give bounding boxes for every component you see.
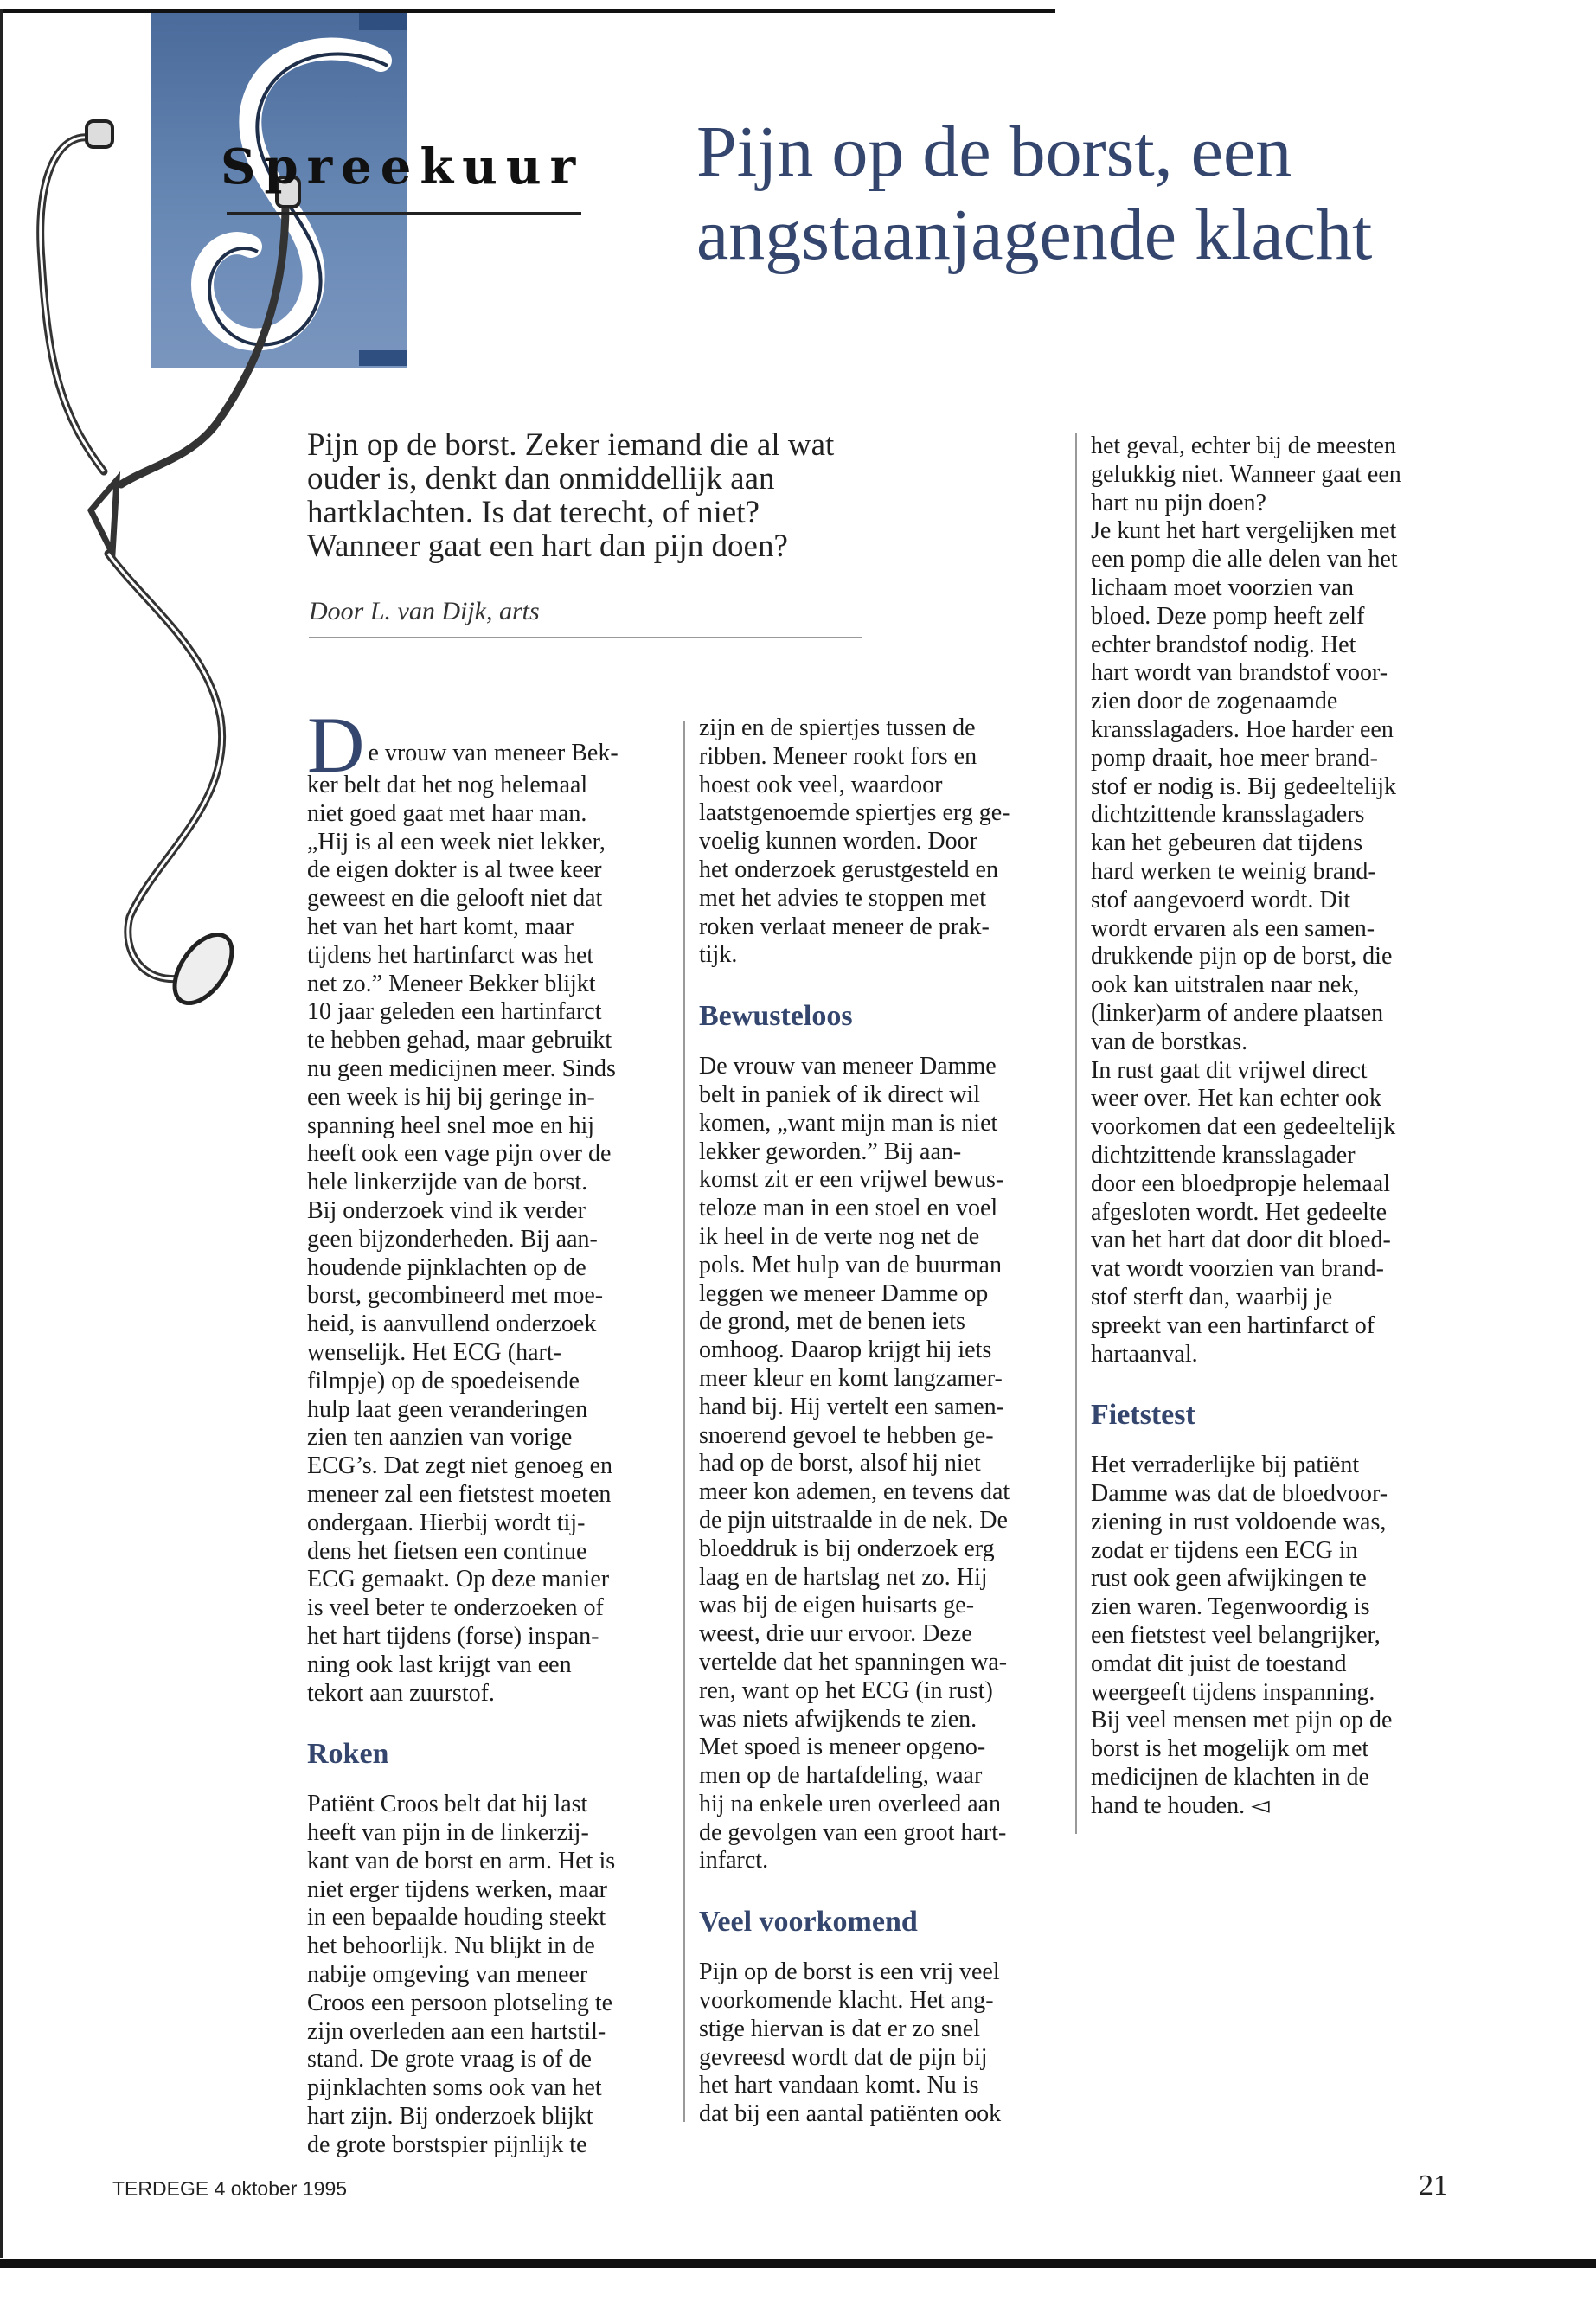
text-line: stof sterft dan, waarbij je bbox=[1091, 1283, 1333, 1311]
text-line: gelukkig niet. Wanneer gaat een bbox=[1091, 460, 1401, 488]
text-line: de gevolgen van een groot hart- bbox=[699, 1818, 1007, 1846]
section-label: Spreekuur bbox=[221, 138, 585, 195]
text-line: ren, want op het ECG (in rust) bbox=[699, 1676, 993, 1704]
text-line: voelig kunnen worden. Door bbox=[699, 828, 977, 856]
text-line: teloze man in een stoel en voel bbox=[699, 1195, 998, 1222]
paragraph bbox=[1091, 433, 1401, 1368]
text-line: lichaam moet voorzien van bbox=[1091, 574, 1354, 601]
text-line: hart wordt van brandstof voor- bbox=[1091, 659, 1388, 687]
text-line: dichtzittende kransslagaders bbox=[1091, 801, 1365, 829]
drop-cap: D bbox=[307, 701, 365, 789]
earpiece-icon bbox=[87, 121, 112, 147]
text-line: wordt ervaren als een samen- bbox=[1091, 914, 1375, 942]
article-intro bbox=[307, 428, 834, 563]
text-line: vat wordt voorzien van brand- bbox=[1091, 1255, 1384, 1283]
text-line: borst is het mogelijk om met bbox=[1091, 1735, 1369, 1763]
text-line: afgesloten wordt. Het gedeelte bbox=[1091, 1198, 1388, 1226]
text-line: ECG gemaakt. Op deze manier bbox=[307, 1566, 610, 1593]
text-line: is veel beter te onderzoeken of bbox=[307, 1594, 604, 1622]
text-line: spreekt van een hartinfarct of bbox=[1091, 1311, 1375, 1339]
text-line: rust ook geen afwijkingen te bbox=[1091, 1565, 1367, 1593]
intro-line: Pijn op de borst. Zeker iemand die al wat bbox=[307, 427, 835, 463]
column-divider bbox=[1075, 433, 1077, 1834]
text-line: hart nu pijn doen? bbox=[1091, 489, 1266, 516]
text-line: omhoog. Daarop krijgt hij iets bbox=[699, 1336, 992, 1364]
text-line: e vrouw van meneer Bek- bbox=[368, 740, 619, 766]
text-line: zien door de zogenaamde bbox=[1091, 688, 1338, 715]
text-line: door een bloedpropje helemaal bbox=[1091, 1170, 1390, 1197]
text-line: snoerend gevoel te hebben ge- bbox=[699, 1421, 994, 1449]
text-line: met het advies te stoppen met bbox=[699, 884, 987, 912]
text-line: komst zit er een vrijwel bewus- bbox=[699, 1166, 1004, 1194]
text-line: bloeddruk is bij onderzoek erg bbox=[699, 1535, 995, 1562]
text-line: geen bijzonderheden. Bij aan- bbox=[307, 1225, 598, 1253]
text-line: te hebben gehad, maar gebruikt bbox=[307, 1027, 612, 1054]
text-line: de eigen dokter is al twee keer bbox=[307, 856, 602, 884]
text-line: roken verlaat meneer de prak- bbox=[699, 913, 990, 940]
text-line: Je kunt het hart vergelijken met bbox=[1091, 517, 1397, 545]
paragraph bbox=[1091, 1452, 1401, 1820]
text-line: hartaanval. bbox=[1091, 1340, 1198, 1368]
title-line: angstaanjagende klacht bbox=[696, 195, 1373, 275]
text-line: Patiënt Croos belt dat hij last bbox=[307, 1791, 588, 1818]
intro-line: hartklachten. Is dat terecht, of niet? bbox=[307, 495, 760, 530]
text-line: ning ook last krijgt van een bbox=[307, 1650, 572, 1678]
subheading: Fietstest bbox=[1091, 1399, 1195, 1432]
text-line: laag en de hartslag net zo. Hij bbox=[699, 1563, 988, 1591]
text-line: zien ten aanzien van vorige bbox=[307, 1424, 573, 1452]
text-line: hand te houden. ◅ bbox=[1091, 1791, 1270, 1819]
text-line: omdat dit juist de toestand bbox=[1091, 1650, 1347, 1677]
text-line: geweest en die gelooft niet dat bbox=[307, 885, 603, 913]
column-1 bbox=[307, 701, 619, 2160]
text-line: niet goed gaat met haar man. bbox=[307, 799, 587, 827]
text-line: een fietstest veel belangrijker, bbox=[1091, 1622, 1381, 1650]
text-line: ker belt dat het nog helemaal bbox=[307, 772, 588, 798]
text-line: ik heel in de verte nog net de bbox=[699, 1222, 980, 1250]
text-line: Het verraderlijke bij patiënt bbox=[1091, 1452, 1360, 1479]
text-line: pomp draait, hoe meer brand- bbox=[1091, 744, 1378, 772]
text-line: stof er nodig is. Bij gedeeltelijk bbox=[1091, 772, 1397, 800]
text-line: hulp laat geen veranderingen bbox=[307, 1395, 588, 1423]
title-line: Pijn op de borst, een bbox=[696, 112, 1292, 192]
bottom-rule bbox=[0, 2259, 1596, 2268]
text-line: dens het fietsen een continue bbox=[307, 1537, 587, 1565]
text-line: van de borstkas. bbox=[1091, 1028, 1248, 1055]
text-line: meneer zal een fietstest moeten bbox=[307, 1480, 612, 1508]
text-line: (linker)arm of andere plaatsen bbox=[1091, 999, 1384, 1027]
text-line: tekort aan zuurstof. bbox=[307, 1679, 495, 1707]
text-line: heid, is aanvullend onderzoek bbox=[307, 1311, 597, 1338]
text-line: echter brandstof nodig. Het bbox=[1091, 631, 1356, 658]
text-line: stof aangevoerd wordt. Dit bbox=[1091, 886, 1351, 913]
text-line: kan het gebeuren dat tijdens bbox=[1091, 830, 1363, 857]
text-line: ondergaan. Hierbij wordt tij- bbox=[307, 1509, 586, 1536]
text-line: filmpje) op de spoedeisende bbox=[307, 1367, 580, 1394]
text-line: nabije omgeving van meneer bbox=[307, 1961, 588, 1989]
byline: Door L. van Dijk, arts bbox=[309, 597, 540, 625]
text-line: spanning heel snel moe en hij bbox=[307, 1112, 595, 1139]
text-line: een week is hij bij geringe in- bbox=[307, 1083, 595, 1111]
text-line: de grote borstspier pijnlijk te bbox=[307, 2131, 587, 2158]
text-line: Bij veel mensen met pijn op de bbox=[1091, 1707, 1393, 1734]
text-line: gevreesd wordt dat de pijn bij bbox=[699, 2043, 988, 2071]
section-rule bbox=[227, 212, 581, 215]
text-line: tijdens het hartinfarct was het bbox=[307, 941, 594, 969]
text-line: drukkende pijn op de borst, die bbox=[1091, 943, 1393, 971]
text-line: leggen we meneer Damme op bbox=[699, 1279, 989, 1307]
text-line: hij na enkele uren overleed aan bbox=[699, 1790, 1002, 1817]
text-line: voorkomen dat een gedeeltelijk bbox=[1091, 1113, 1396, 1141]
subheading: Bewusteloos bbox=[699, 1000, 853, 1033]
text-line: weer over. Het kan echter ook bbox=[1091, 1085, 1381, 1112]
text-line: laatstgenoemde spiertjes erg ge- bbox=[699, 799, 1010, 827]
text-line: pijnklachten soms ook van het bbox=[307, 2074, 602, 2102]
text-line: weergeeft tijdens inspanning. bbox=[1091, 1678, 1375, 1706]
text-line: hoest ook veel, waardoor bbox=[699, 771, 943, 798]
text-line: „Hij is al een week niet lekker, bbox=[307, 828, 606, 856]
paragraph bbox=[699, 1053, 1010, 1875]
text-line: zien waren. Tegenwoordig is bbox=[1091, 1593, 1370, 1621]
text-line: In rust gaat dit vrijwel direct bbox=[1091, 1056, 1368, 1084]
text-line: de pijn uitstraalde in de nek. De bbox=[699, 1506, 1008, 1534]
text-line: belt in paniek of ik direct wil bbox=[699, 1080, 981, 1108]
text-line: het behoorlijk. Nu blijkt in de bbox=[307, 1932, 595, 1960]
text-line: in een bepaalde houding steekt bbox=[307, 1904, 606, 1932]
text-line: borst, gecombineerd met moe- bbox=[307, 1282, 604, 1310]
text-line: Damme was dat de bloedvoor- bbox=[1091, 1480, 1388, 1508]
column-3 bbox=[1091, 433, 1401, 1821]
text-line: de grond, met de benen iets bbox=[699, 1308, 965, 1336]
text-line: stand. De grote vraag is of de bbox=[307, 2046, 592, 2073]
text-line: dichtzittende kransslagader bbox=[1091, 1141, 1356, 1169]
text-line: zijn en de spiertjes tussen de bbox=[699, 715, 976, 741]
text-line: infarct. bbox=[699, 1847, 769, 1875]
text-line: pols. Met hulp van de buurman bbox=[699, 1251, 1002, 1279]
text-line: voorkomende klacht. Het ang- bbox=[699, 1987, 994, 2015]
text-line: lekker geworden.” Bij aan- bbox=[699, 1138, 962, 1165]
intro-line: ouder is, denkt dan onmiddellijk aan bbox=[307, 461, 775, 497]
text-line: het hart vandaan komt. Nu is bbox=[699, 2072, 979, 2099]
text-line: vertelde dat het spanningen wa- bbox=[699, 1648, 1008, 1676]
text-line: kant van de borst en arm. Het is bbox=[307, 1847, 616, 1875]
text-line: heeft van pijn in de linkerzij- bbox=[307, 1819, 589, 1847]
text-line: stige hiervan is dat er zo snel bbox=[699, 2015, 981, 2042]
paragraph bbox=[307, 701, 619, 1708]
chestpiece-icon bbox=[163, 925, 244, 1013]
text-line: hand bij. Hij vertelt een samen- bbox=[699, 1393, 1004, 1420]
paragraph bbox=[307, 1791, 619, 2159]
text-line: het van het hart komt, maar bbox=[307, 913, 574, 940]
text-line: ook kan uitstralen naar nek, bbox=[1091, 971, 1360, 999]
text-line: het onderzoek gerustgesteld en bbox=[699, 856, 998, 883]
text-line: was niets afwijkends te zien. bbox=[699, 1705, 977, 1733]
text-line: hele linkerzijde van de borst. bbox=[307, 1169, 588, 1196]
text-line: meer kon ademen, en tevens dat bbox=[699, 1478, 1010, 1506]
text-line: net zo.” Meneer Bekker blijkt bbox=[307, 970, 596, 997]
subheading: Roken bbox=[307, 1738, 389, 1771]
paragraph bbox=[699, 715, 1010, 970]
page-number: 21 bbox=[1419, 2170, 1448, 2202]
text-line: niet erger tijdens werken, maar bbox=[307, 1875, 608, 1903]
text-line: meer kleur en komt langzamer- bbox=[699, 1364, 1003, 1392]
text-line: kransslagaders. Hoe harder een bbox=[1091, 715, 1394, 743]
publication-footer: TERDEGE 4 oktober 1995 bbox=[112, 2177, 348, 2200]
text-line: Bij onderzoek vind ik verder bbox=[307, 1196, 586, 1224]
text-line: een pomp die alle delen van het bbox=[1091, 546, 1398, 574]
text-line: 10 jaar geleden een hartinfarct bbox=[307, 998, 602, 1026]
text-line: van het hart dat door dit bloed- bbox=[1091, 1227, 1391, 1254]
byline-rule bbox=[309, 637, 862, 638]
text-line: had op de borst, alsof hij niet bbox=[699, 1450, 981, 1477]
text-line: zijn overleden aan een hartstil- bbox=[307, 2017, 606, 2045]
text-line: ECG’s. Dat zegt niet genoeg en bbox=[307, 1452, 613, 1480]
intro-line: Wanneer gaat een hart dan pijn doen? bbox=[307, 529, 788, 564]
article-title bbox=[696, 111, 1372, 277]
text-line: hart zijn. Bij onderzoek blijkt bbox=[307, 2103, 593, 2131]
text-line: het hart tijdens (forse) inspan- bbox=[307, 1622, 599, 1650]
text-line: men op de hartafdeling, waar bbox=[699, 1762, 983, 1790]
text-line: ziening in rust voldoende was, bbox=[1091, 1508, 1387, 1535]
text-line: Met spoed is meneer opgeno- bbox=[699, 1734, 986, 1761]
text-line: De vrouw van meneer Damme bbox=[699, 1053, 997, 1080]
text-line: zodat er tijdens een ECG in bbox=[1091, 1536, 1358, 1564]
text-line: Croos een persoon plotseling te bbox=[307, 1989, 613, 2016]
text-line: tijk. bbox=[699, 941, 738, 969]
text-line: was bij de eigen huisarts ge- bbox=[699, 1592, 975, 1619]
text-line: dat bij een aantal patiënten ook bbox=[699, 2100, 1002, 2128]
text-line: wenselijk. Het ECG (hart- bbox=[307, 1338, 561, 1366]
text-line: houdende pijnklachten op de bbox=[307, 1253, 586, 1281]
paragraph bbox=[699, 1958, 1010, 2129]
text-line: ribben. Meneer rookt fors en bbox=[699, 742, 977, 770]
text-line: komen, „want mijn man is niet bbox=[699, 1109, 998, 1137]
text-line: het geval, echter bij de meesten bbox=[1091, 433, 1396, 459]
text-line: bloed. Deze pomp heeft zelf bbox=[1091, 602, 1365, 630]
text-line: medicijnen de klachten in de bbox=[1091, 1764, 1369, 1791]
column-divider bbox=[683, 721, 685, 2122]
text-line: nu geen medicijnen meer. Sinds bbox=[307, 1054, 616, 1082]
text-line: Pijn op de borst is een vrij veel bbox=[699, 1958, 1000, 1986]
text-line: hard werken te weinig brand- bbox=[1091, 857, 1376, 885]
text-line: heeft ook een vage pijn over de bbox=[307, 1140, 612, 1168]
subheading: Veel voorkomend bbox=[699, 1906, 918, 1939]
text-line: weest, drie uur ervoor. Deze bbox=[699, 1620, 972, 1648]
column-2 bbox=[699, 715, 1010, 2129]
